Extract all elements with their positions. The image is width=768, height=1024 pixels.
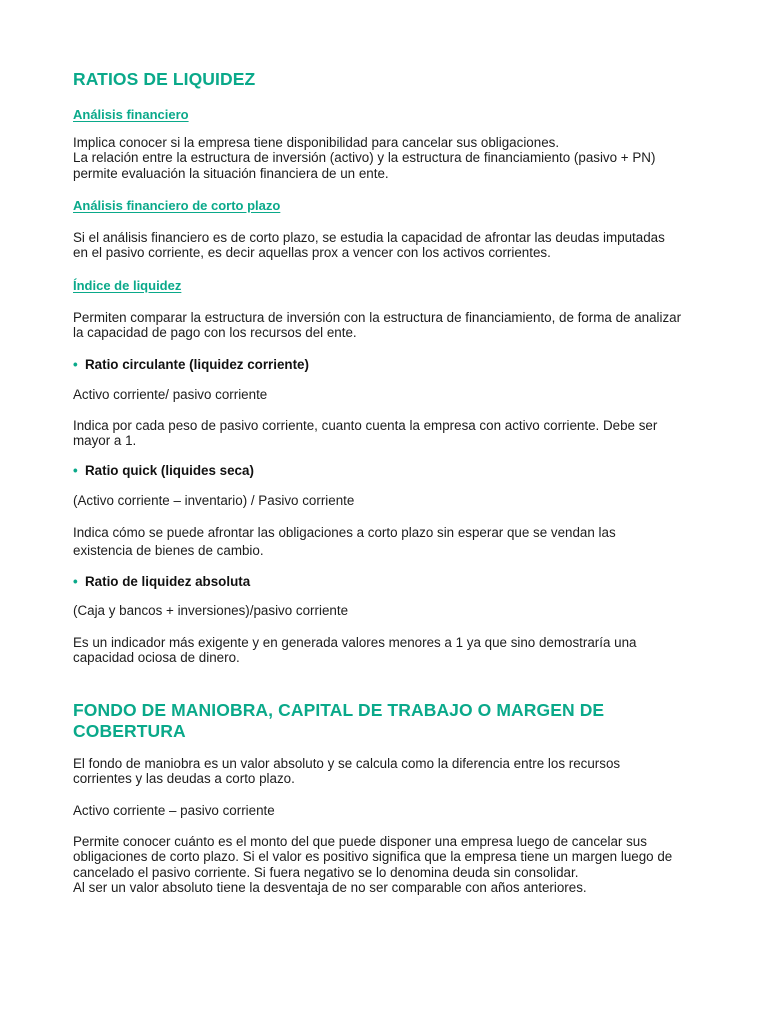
formula-ratio-circulante: Activo corriente/ pasivo corriente xyxy=(73,387,268,402)
formula-ratio-quick: (Activo corriente – inventario) / Pasivo corriente xyxy=(73,493,355,508)
paragraph-analisis-financiero: Implica conocer si la empresa tiene disponibilidad para cancelar sus obligaciones. La relación entre la estructura de inversión (activo) y la estructura de financiamiento (pasivo + PN) permite evaluación la situación financiera de un ente. xyxy=(73,135,656,181)
subheading-indice-liquidez: Índice de liquidez xyxy=(73,278,182,293)
paragraph-indice-liquidez: Permiten comparar la estructura de inversión con la estructura de financiamiento, de forma de analizar la capacidad de pago con los recursos del ente. xyxy=(73,310,682,341)
subheading-corto-plazo: Análisis financiero de corto plazo xyxy=(73,198,281,213)
paragraph-fondo-maniobra: El fondo de maniobra es un valor absoluto y se calcula como la diferencia entre los recursos corrientes y las deudas a corto plazo. xyxy=(73,756,621,787)
bullet-ratio-quick xyxy=(73,463,254,479)
bullet-label: Ratio circulante (liquidez corriente) xyxy=(85,357,309,372)
subheading-analisis-financiero: Análisis financiero xyxy=(73,107,189,122)
paragraph-corto-plazo: Si el análisis financiero es de corto plazo, se estudia la capacidad de afrontar las deudas imputadas en el pasivo corriente, es decir aquellas prox a vencer con los activos corrientes. xyxy=(73,230,665,261)
desc-ratio-quick: Indica cómo se puede afrontar las obligaciones a corto plazo sin esperar que se vendan las existencia de bienes de cambio. xyxy=(73,525,616,558)
bullet-icon: • xyxy=(73,463,78,478)
bullet-label: Ratio de liquidez absoluta xyxy=(85,574,251,589)
formula-ratio-absoluta: (Caja y bancos + inversiones)/pasivo corriente xyxy=(73,603,349,618)
desc-ratio-absoluta: Es un indicador más exigente y en generada valores menores a 1 ya que sino demostraría una capacidad ociosa de dinero. xyxy=(73,635,637,666)
section-title-fondo-maniobra: FONDO DE MANIOBRA, CAPITAL DE TRABAJO O MARGEN DE COBERTURA xyxy=(73,700,605,741)
bullet-ratio-circulante xyxy=(73,357,309,373)
bullet-label: Ratio quick (liquides seca) xyxy=(85,463,254,478)
bullet-ratio-absoluta xyxy=(73,574,250,590)
bullet-icon: • xyxy=(73,574,78,589)
formula-fondo-maniobra: Activo corriente – pasivo corriente xyxy=(73,803,275,818)
section-title-ratios-liquidez: RATIOS DE LIQUIDEZ xyxy=(73,69,256,89)
bullet-icon: • xyxy=(73,357,78,372)
desc-ratio-circulante: Indica por cada peso de pasivo corriente, cuanto cuenta la empresa con activo corriente. Debe ser mayor a 1. xyxy=(73,418,658,449)
paragraph-fondo-maniobra-detalle: Permite conocer cuánto es el monto del que puede disponer una empresa luego de cancelar sus obligaciones de corto plazo. Si el valor es positivo significa que la empresa tiene un margen luego de cancelado el pasivo corriente. Si fuera negativo se lo denomina deuda sin consolidar. Al ser un valor absoluto tiene la desventaja de no ser comparable con años anteriores. xyxy=(73,834,673,895)
